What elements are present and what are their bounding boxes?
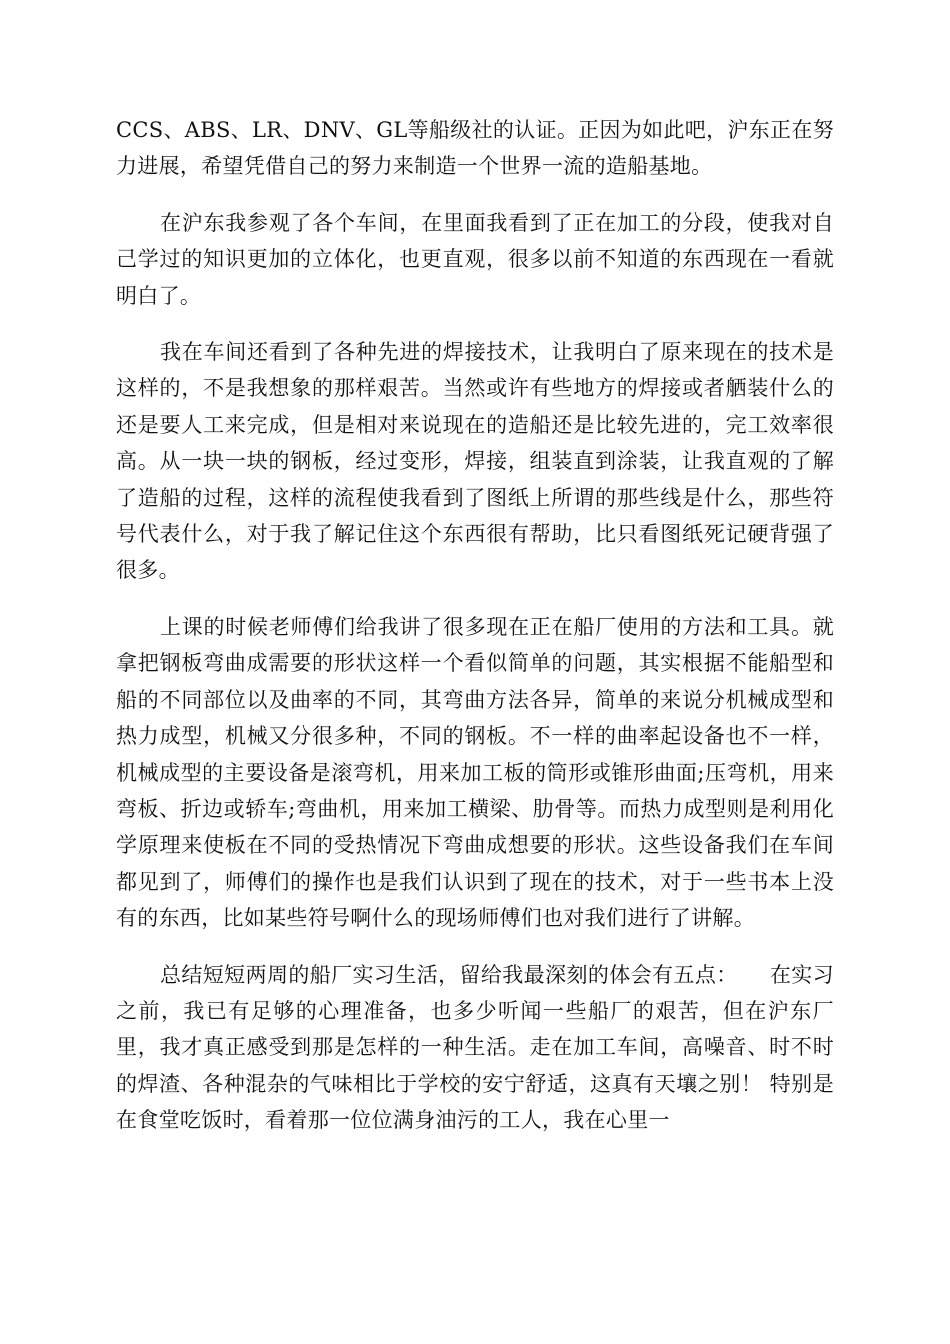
paragraph-5: 总结短短两周的船厂实习生活，留给我最深刻的体会有五点： 在实习之前，我已有足够的心理准备，也多少听闻一些船厂的艰苦，但在沪东厂里，我才真正感受到那是怎样的一种生活。走在加工车间，高噪音、时不时的焊渣、各种混杂的气味相比于学校的安宁舒适，这真有天壤之别！ 特别是在食堂吃饭时，看着那一位位满身油污的工人，我在心里一 [116,962,834,1133]
paragraph-2: 在沪东我参观了各个车间，在里面我看到了正在加工的分段，使我对自己学过的知识更加的立体化，也更直观，很多以前不知道的东西现在一看就明白了。 [116,210,834,308]
paragraph-1: CCS、ABS、LR、DNV、GL等船级社的认证。正因为如此吧，沪东正在努力进展，希望凭借自己的努力来制造一个世界一流的造船基地。 [116,118,834,179]
paragraph-4: 上课的时候老师傅们给我讲了很多现在正在船厂使用的方法和工具。就拿把钢板弯曲成需要的形状这样一个看似简单的问题，其实根据不能船型和船的不同部位以及曲率的不同，其弯曲方法各异，简单的来说分机械成型和热力成型，机械又分很多种，不同的钢板。不一样的曲率起设备也不一样，机械成型的主要设备是滚弯机，用来加工板的筒形或锥形曲面;压弯机，用来弯板、折边或轿车;弯曲机，用来加工横梁、肋骨等。而热力成型则是利用化学原理来使板在不同的受热情况下弯曲成想要的形状。这些设备我们在车间都见到了，师傅们的操作也是我们认识到了现在的技术，对于一些书本上没有的东西，比如某些符号啊什么的现场师傅们也对我们进行了讲解。 [116,614,834,931]
paragraph-3: 我在车间还看到了各种先进的焊接技术，让我明白了原来现在的技术是这样的，不是我想象的那样艰苦。当然或许有些地方的焊接或者舾装什么的还是要人工来完成，但是相对来说现在的造船还是比较先进的，完工效率很高。从一块一块的钢板，经过变形，焊接，组装直到涂装，让我直观的了解了造船的过程，这样的流程使我看到了图纸上所谓的那些线是什么，那些符号代表什么，对于我了解记住这个东西很有帮助，比只看图纸死记硬背强了很多。 [116,340,834,583]
document-body [116,112,834,1159]
